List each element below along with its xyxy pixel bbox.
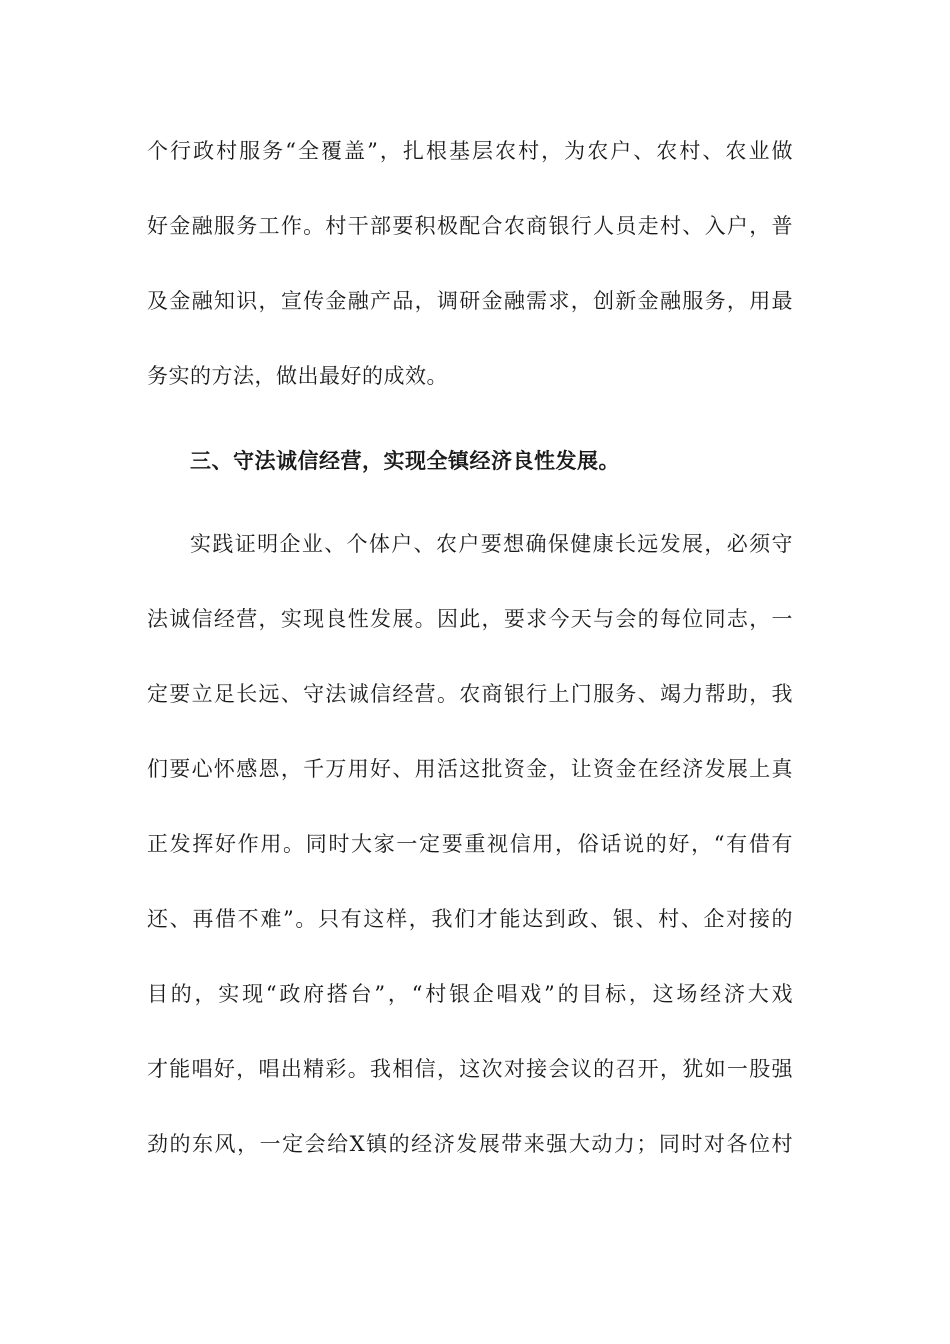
paragraph2-line-9: 劲的东风，一定会给X镇的经济发展带来强大动力；同时对各位村	[147, 1132, 793, 1156]
paragraph2-line-8: 才能唱好，唱出精彩。我相信，这次对接会议的召开，犹如一股强	[147, 1057, 793, 1081]
paragraph2-line-4: 们要心怀感恩，千万用好、用活这批资金，让资金在经济发展上真	[147, 757, 793, 781]
paragraph2-line-6: 还、再借不难”。只有这样，我们才能达到政、银、村、企对接的	[147, 907, 793, 931]
paragraph2-line-2: 法诚信经营，实现良性发展。因此，要求今天与会的每位同志，一	[147, 607, 793, 631]
paragraph1-line-1: 个行政村服务“全覆盖”，扎根基层农村，为农户、农村、农业做	[147, 139, 793, 163]
paragraph1-line-3: 及金融知识，宣传金融产品，调研金融需求，创新金融服务，用最	[147, 289, 793, 313]
paragraph2-line-7: 目的，实现“政府搭台”，“村银企唱戏”的目标，这场经济大戏	[147, 982, 793, 1006]
paragraph2-line-3: 定要立足长远、守法诚信经营。农商银行上门服务、竭力帮助，我	[147, 682, 793, 706]
section3-heading: 三、守法诚信经营，实现全镇经济良性发展。	[190, 449, 620, 473]
paragraph1-line-2: 好金融服务工作。村干部要积极配合农商银行人员走村、入户，普	[147, 214, 793, 238]
paragraph2-line-5: 正发挥好作用。同时大家一定要重视信用，俗话说的好，“有借有	[147, 832, 793, 856]
paragraph2-line-1: 实践证明企业、个体户、农户要想确保健康长远发展，必须守	[190, 532, 793, 556]
paragraph1-line-4: 务实的方法，做出最好的成效。	[147, 364, 448, 388]
